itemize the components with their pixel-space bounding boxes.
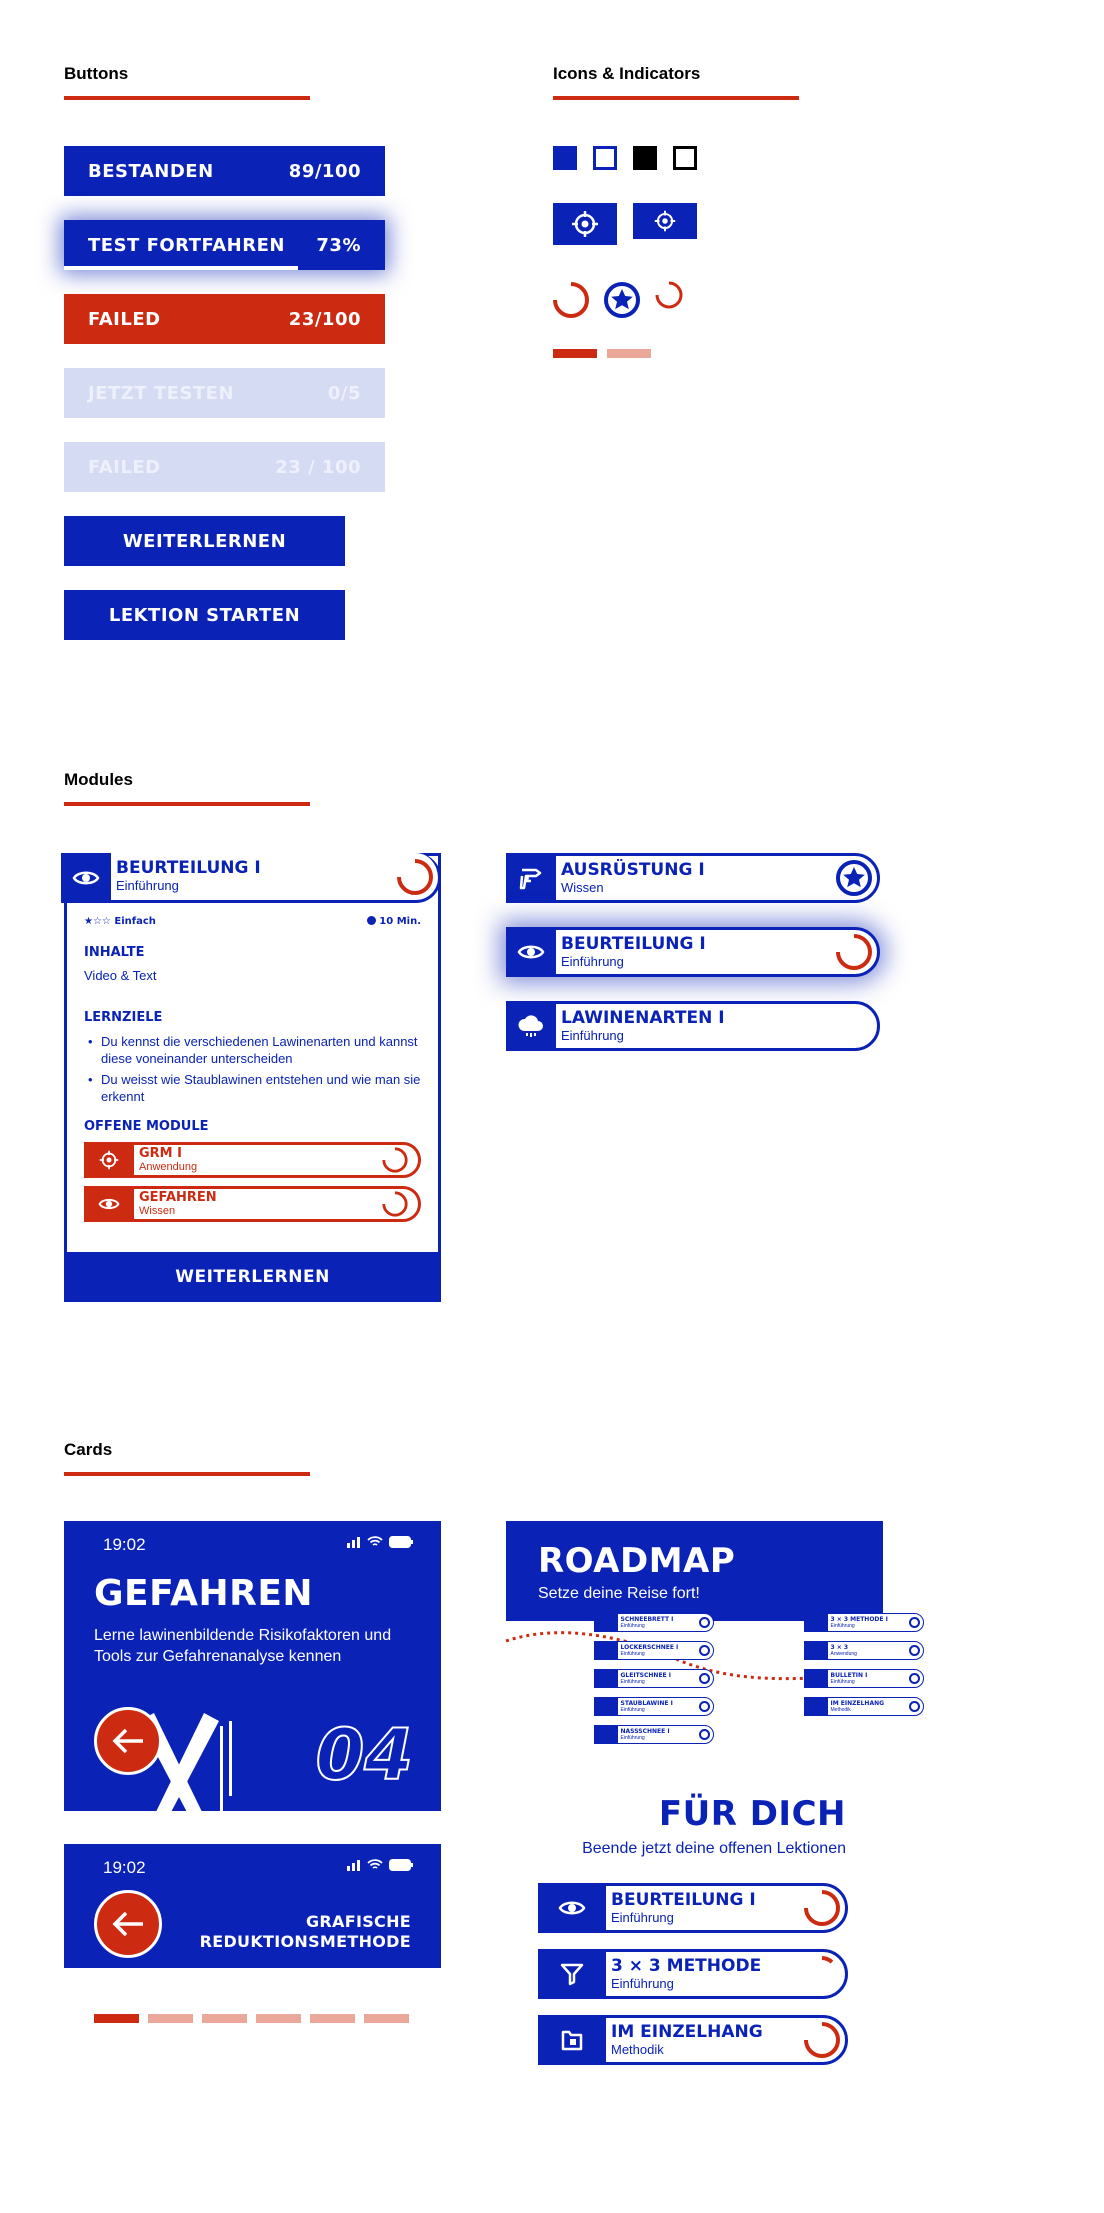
duration bbox=[367, 916, 421, 927]
module-subtitle: Einführung bbox=[561, 1027, 624, 1043]
roadmap-item-title: 3 × 3 METHODE I bbox=[830, 1616, 888, 1623]
module-detail-card bbox=[64, 853, 441, 1302]
section-title-buttons: Buttons bbox=[64, 64, 129, 83]
progress-ring-icon bbox=[834, 932, 874, 972]
roadmap-item-status-icon bbox=[699, 1617, 710, 1628]
module-subtitle: Methodik bbox=[611, 2041, 664, 2057]
roadmap-item[interactable] bbox=[594, 1613, 714, 1632]
module-title: GEFAHREN bbox=[139, 1190, 217, 1205]
indicator-active bbox=[553, 349, 597, 358]
module-icon-box bbox=[538, 2015, 606, 2065]
module-icon-box bbox=[84, 1186, 134, 1222]
list-item: • Du weisst wie Staublawinen entstehen und wie man sie erkennt bbox=[84, 1071, 421, 1105]
module-title: LAWINENARTEN I bbox=[561, 1007, 725, 1028]
button-value: 0/5 bbox=[327, 382, 361, 404]
page-dot-active[interactable] bbox=[94, 2014, 139, 2023]
progress-ring-icon bbox=[802, 2020, 842, 2060]
button-value: 23 / 100 bbox=[275, 456, 361, 478]
open-module-grm[interactable] bbox=[84, 1142, 421, 1178]
for-you-title: FÜR DICH bbox=[658, 1794, 846, 1834]
open-modules-heading: OFFENE MODULE bbox=[84, 1119, 209, 1134]
roadmap-item-subtitle: Einführung bbox=[620, 1679, 645, 1685]
continue-learning-button[interactable]: WEITERLERNEN bbox=[64, 1252, 441, 1302]
roadmap-item[interactable] bbox=[594, 1641, 714, 1660]
failed-button[interactable] bbox=[64, 294, 385, 344]
module-icon-box bbox=[506, 1001, 556, 1051]
arrow-left-icon bbox=[111, 1727, 145, 1755]
outline-square-blue-icon bbox=[593, 146, 617, 170]
crosshair-icon bbox=[571, 210, 599, 238]
status-icons bbox=[347, 1536, 413, 1548]
card-description: Lerne lawinenbildende Risikofaktoren und Tools zur Gefahrenanalyse kennen bbox=[94, 1627, 392, 1665]
difficulty-label: Einfach bbox=[114, 916, 156, 927]
star-badge-icon bbox=[834, 858, 874, 898]
outline-square-black-icon bbox=[673, 146, 697, 170]
module-icon-box bbox=[538, 1949, 606, 1999]
section-underline bbox=[64, 1472, 310, 1476]
module-subtitle: Wissen bbox=[561, 879, 604, 895]
roadmap-subtitle: Setze deine Reise fort! bbox=[538, 1585, 700, 1602]
roadmap-item[interactable] bbox=[804, 1613, 924, 1632]
status-time: 19:02 bbox=[103, 1535, 146, 1554]
roadmap-item-icon bbox=[804, 1613, 828, 1632]
duration-label: 10 Min. bbox=[379, 916, 421, 927]
roadmap-item-title: NASSSCHNEE I bbox=[620, 1728, 670, 1735]
module-title: 3 × 3 METHODE bbox=[611, 1955, 762, 1976]
roadmap-item-subtitle: Anwendung bbox=[830, 1651, 857, 1657]
module-subtitle: Wissen bbox=[139, 1205, 176, 1217]
module-title: IM EINZELHANG bbox=[611, 2021, 763, 2042]
goals-list bbox=[84, 1033, 421, 1105]
open-module-gefahren[interactable] bbox=[84, 1186, 421, 1222]
roadmap-item-icon bbox=[804, 1697, 828, 1716]
roadmap-item-status-icon bbox=[909, 1617, 920, 1628]
module-icon-box bbox=[506, 927, 556, 977]
module-title: GRM I bbox=[139, 1146, 182, 1161]
page-dot[interactable] bbox=[310, 2014, 355, 2023]
roadmap-item-subtitle: Einführung bbox=[620, 1623, 645, 1629]
roadmap-item-title: BULLETIN I bbox=[830, 1672, 868, 1679]
crosshair-icon bbox=[654, 210, 676, 232]
roadmap-item-title: LOCKERSCHNEE I bbox=[620, 1644, 679, 1651]
page-dot[interactable] bbox=[256, 2014, 301, 2023]
button-label: BESTANDEN bbox=[88, 160, 214, 182]
module-subtitle: Einführung bbox=[116, 878, 179, 893]
module-icon-box bbox=[506, 853, 556, 903]
module-lawinenarten[interactable] bbox=[506, 1001, 880, 1051]
clock-icon bbox=[367, 916, 376, 925]
module-title: AUSRÜSTUNG I bbox=[561, 859, 705, 880]
section-underline bbox=[553, 96, 799, 100]
button-value: 73% bbox=[316, 234, 361, 256]
roadmap-item-icon bbox=[804, 1641, 828, 1660]
card-title-line: REDUKTIONSMETHODE bbox=[199, 1932, 411, 1951]
button-label: WEITERLERNEN bbox=[122, 530, 287, 552]
for-you-item-einzelhang[interactable] bbox=[538, 2015, 848, 2065]
module-beurteilung[interactable] bbox=[506, 927, 880, 977]
crosshair-icon bbox=[99, 1150, 119, 1170]
module-ausruestung[interactable] bbox=[506, 853, 880, 903]
funnel-icon bbox=[559, 1961, 585, 1987]
roadmap-title: ROADMAP bbox=[538, 1541, 736, 1581]
roadmap-item[interactable] bbox=[594, 1697, 714, 1716]
roadmap-card[interactable] bbox=[506, 1521, 888, 1741]
roadmap-item-icon bbox=[594, 1697, 618, 1716]
module-icon-box bbox=[61, 853, 111, 903]
roadmap-item[interactable] bbox=[804, 1641, 924, 1660]
roadmap-item[interactable] bbox=[804, 1669, 924, 1688]
battery-icon bbox=[389, 1859, 413, 1871]
for-you-item-3x3[interactable] bbox=[538, 1949, 848, 1999]
for-you-item-beurteilung[interactable] bbox=[538, 1883, 848, 1933]
progress-ring-icon bbox=[802, 1888, 842, 1928]
failed-disabled-button[interactable] bbox=[64, 442, 385, 492]
roadmap-item-icon bbox=[594, 1669, 618, 1688]
roadmap-item-icon bbox=[594, 1613, 618, 1632]
page-dot[interactable] bbox=[148, 2014, 193, 2023]
roadmap-item-subtitle: Einführung bbox=[620, 1735, 645, 1741]
module-icon-box bbox=[84, 1142, 134, 1178]
page-dot[interactable] bbox=[364, 2014, 409, 2023]
progress-ring-icon bbox=[551, 280, 591, 320]
card-number: 04 bbox=[315, 1714, 413, 1796]
roadmap-item-subtitle: Methodik bbox=[830, 1707, 851, 1713]
card-title-line: GRAFISCHE bbox=[305, 1912, 411, 1931]
section-title-cards: Cards bbox=[64, 1440, 113, 1459]
card-title bbox=[200, 1912, 411, 1952]
page-dot[interactable] bbox=[202, 2014, 247, 2023]
wifi-icon bbox=[367, 1859, 383, 1871]
button-value: 89/100 bbox=[288, 160, 361, 182]
roadmap-item-status-icon bbox=[699, 1729, 710, 1740]
topic-card-reduktion[interactable] bbox=[64, 1844, 441, 1968]
module-header[interactable] bbox=[64, 853, 441, 903]
start-lesson-button[interactable] bbox=[64, 590, 345, 640]
back-button[interactable] bbox=[94, 1890, 162, 1958]
roadmap-item-title: SCHNEEBRETT I bbox=[620, 1616, 674, 1623]
module-title: BEURTEILUNG I bbox=[116, 858, 261, 878]
button-label: FAILED bbox=[88, 456, 161, 478]
star-badge-icon bbox=[602, 280, 642, 320]
roadmap-item-subtitle: Einführung bbox=[830, 1623, 855, 1629]
roadmap-path-line bbox=[506, 1621, 883, 1701]
cloud-icon bbox=[516, 1013, 546, 1039]
roadmap-item[interactable] bbox=[594, 1669, 714, 1688]
button-label: LEKTION STARTEN bbox=[108, 604, 301, 626]
roadmap-item-status-icon bbox=[909, 1673, 920, 1684]
status-icons bbox=[347, 1859, 413, 1871]
roadmap-item-status-icon bbox=[909, 1701, 920, 1712]
roadmap-item[interactable] bbox=[594, 1725, 714, 1744]
filled-square-blue-icon bbox=[553, 146, 577, 170]
roadmap-item-icon bbox=[594, 1725, 618, 1744]
test-now-button[interactable] bbox=[64, 368, 385, 418]
button-value: 23/100 bbox=[288, 308, 361, 330]
section-underline bbox=[64, 96, 310, 100]
signal-icon bbox=[347, 1537, 361, 1548]
continue-learning-button[interactable] bbox=[64, 516, 345, 566]
progress-ring-icon bbox=[395, 857, 435, 897]
contents-heading: INHALTE bbox=[84, 945, 145, 960]
progress-ring-icon bbox=[381, 1190, 409, 1218]
roadmap-item-icon bbox=[594, 1641, 618, 1660]
crosshair-button-small[interactable] bbox=[633, 203, 697, 239]
contents-text: Video & Text bbox=[84, 968, 157, 983]
progress-ring-small-icon bbox=[802, 1954, 842, 1994]
for-you-subtitle: Beende jetzt deine offenen Lektionen bbox=[582, 1840, 846, 1857]
section-title-modules: Modules bbox=[64, 770, 133, 789]
section-title-icons: Icons & Indicators bbox=[553, 64, 701, 83]
module-subtitle: Einführung bbox=[611, 1909, 674, 1925]
arrow-left-icon bbox=[111, 1910, 145, 1938]
roadmap-item-status-icon bbox=[909, 1645, 920, 1656]
button-label: TEST FORTFAHREN bbox=[88, 234, 285, 256]
button-label: JETZT TESTEN bbox=[88, 382, 235, 404]
module-title: BEURTEILUNG I bbox=[611, 1889, 756, 1910]
roadmap-item-title: 3 × 3 bbox=[830, 1644, 849, 1651]
filled-square-black-icon bbox=[633, 146, 657, 170]
roadmap-item-subtitle: Einführung bbox=[620, 1707, 645, 1713]
passed-button[interactable] bbox=[64, 146, 385, 196]
module-subtitle: Einführung bbox=[611, 1975, 674, 1991]
module-subtitle: Einführung bbox=[561, 953, 624, 969]
topic-card-gefahren[interactable] bbox=[64, 1521, 441, 1811]
indicator-inactive bbox=[607, 349, 651, 358]
star-full-icon: ★ bbox=[84, 916, 93, 927]
goals-heading: LERNZIELE bbox=[84, 1010, 163, 1025]
section-underline bbox=[64, 802, 310, 806]
button-progress-bar bbox=[64, 266, 298, 270]
module-icon-box bbox=[538, 1883, 606, 1933]
status-time: 19:02 bbox=[103, 1858, 146, 1877]
drill-icon bbox=[516, 863, 546, 893]
difficulty-rating bbox=[84, 916, 156, 927]
roadmap-item-status-icon bbox=[699, 1701, 710, 1712]
progress-ring-small-icon bbox=[654, 280, 684, 310]
roadmap-item-title: STAUBLAWINE I bbox=[620, 1700, 673, 1707]
signal-icon bbox=[347, 1860, 361, 1871]
progress-ring-icon bbox=[381, 1146, 409, 1174]
roadmap-item[interactable] bbox=[804, 1697, 924, 1716]
wifi-icon bbox=[367, 1536, 383, 1548]
crosshair-button-large[interactable] bbox=[553, 203, 617, 245]
slope-icon bbox=[559, 2027, 585, 2053]
list-item: • Du kennst die verschiedenen Lawinenarten und kannst diese voneinander unterscheiden bbox=[84, 1033, 421, 1067]
continue-test-button[interactable] bbox=[64, 220, 385, 270]
module-subtitle: Anwendung bbox=[139, 1161, 198, 1173]
roadmap-item-subtitle: Einführung bbox=[620, 1651, 645, 1657]
roadmap-item-subtitle: Einführung bbox=[830, 1679, 855, 1685]
roadmap-item-title: GLEITSCHNEE I bbox=[620, 1672, 671, 1679]
eye-icon bbox=[72, 868, 100, 888]
roadmap-item-title: IM EINZELHANG bbox=[830, 1700, 885, 1707]
eye-icon bbox=[558, 1898, 586, 1918]
eye-icon bbox=[517, 942, 545, 962]
star-empty-icon: ☆☆ bbox=[92, 916, 111, 927]
button-label: FAILED bbox=[88, 308, 161, 330]
eye-icon bbox=[98, 1196, 120, 1212]
roadmap-item-status-icon bbox=[699, 1673, 710, 1684]
roadmap-item-status-icon bbox=[699, 1645, 710, 1656]
battery-icon bbox=[389, 1536, 413, 1548]
back-button[interactable] bbox=[94, 1707, 162, 1775]
module-title: BEURTEILUNG I bbox=[561, 933, 706, 954]
card-title: GEFAHREN bbox=[94, 1573, 314, 1614]
roadmap-item-icon bbox=[804, 1669, 828, 1688]
